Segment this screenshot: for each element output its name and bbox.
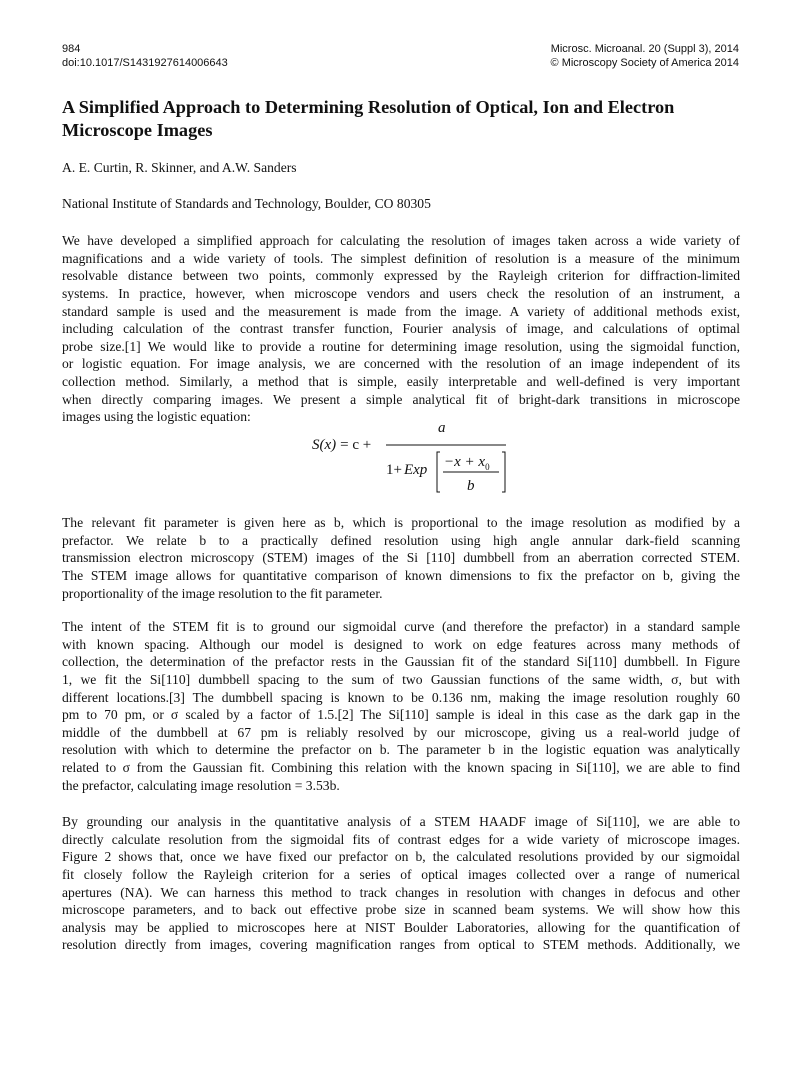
affiliation: National Institute of Standards and Technology, Boulder, CO 80305 xyxy=(62,196,431,211)
logistic-equation xyxy=(310,402,530,502)
eq-inner-numerator-group xyxy=(444,454,490,472)
text-line: fit closely follow the Rayleigh criterion for a series of optical images collected over a range of numerical xyxy=(62,866,740,882)
eq-denominator-prefix xyxy=(386,462,428,478)
eq-equals: = c + xyxy=(340,437,372,453)
text-line: analysis may be applied to microscopes here at NIST Boulder Laboratories, allowing for the quantification of xyxy=(62,919,740,935)
text-line: or logistic equation. For image analysis, we are concerned with the resolution of an image independent of its xyxy=(62,356,740,372)
text-line: resolution with which to determine the prefactor on b. The parameter b in the logistic equation was analytically xyxy=(62,742,740,758)
text-line: Figure 2 shows that, once we have fixed our prefactor on b, the calculated resolutions provided by our sigmoidal xyxy=(62,849,740,865)
eq-inner-subscript: 0 xyxy=(485,462,490,472)
text-line: images using the logistic equation: xyxy=(62,409,251,425)
text-line: magnifications and a wide variety of tools. The simplest definition of resolution is a measure of the minimum xyxy=(62,250,740,266)
text-line: the prefactor, calculating image resolution = 3.53b. xyxy=(62,777,340,793)
text-line: resolvable distance between two points, commonly expressed by the Rayleigh criterion for diffraction-limited xyxy=(62,268,740,284)
text-line: We have developed a simplified approach for calculating the resolution of images taken across a wide variety of xyxy=(62,233,740,248)
title-line: Microscope Images xyxy=(62,120,213,140)
text-line: collection, the determination of the prefactor rests in the Gaussian fit of the standard Si[110] dumbbell. In Figure xyxy=(62,654,740,670)
copyright: © Microscopy Society of America 2014 xyxy=(550,57,739,69)
text-line: systems. In practice, however, when microscope vendors and users check the resolution of an instrument, a xyxy=(62,285,740,301)
text-line: probe size.[1] We would like to provide a routine for determining image resolution, using the sigmoidal function, xyxy=(62,338,740,354)
text-line: The STEM image allows for quantitative comparison of known dimensions to fix the prefactor on b, giving the xyxy=(62,567,740,583)
text-line: By grounding our analysis in the quantitative analysis of a STEM HAADF image of Si[110], we are able to xyxy=(62,814,740,829)
doi: doi:10.1017/S1431927614006643 xyxy=(62,57,228,69)
paper-title xyxy=(62,96,752,142)
text-line: different locations.[3] The dumbbell spacing is known to be 0.136 nm, making the image resolution roughly 60 xyxy=(62,689,740,705)
text-line: proportionality of the image resolution to the fit parameter. xyxy=(62,585,383,601)
eq-lhs: S(x) xyxy=(312,437,337,453)
eq-one-plus: 1+ xyxy=(386,462,402,478)
text-line: apertures (NA). We can harness this method to track changes in resolution with changes in defocus and other xyxy=(62,884,740,900)
text-line: when directly comparing images. We present a simple analytical fit of bright-dark transitions in microscope xyxy=(62,391,740,407)
text-line: pm to 70 pm, or σ scaled by a factor of 1.5.[2] The Si[110] sample is ideal in this case as the dark gap in the xyxy=(62,707,740,723)
paragraph-2 xyxy=(62,514,740,602)
authors: A. E. Curtin, R. Skinner, and A.W. Sanders xyxy=(62,160,297,175)
text-line: transmission electron microscopy (STEM) images of the Si [110] dumbbell from an aberration corrected STEM. xyxy=(62,550,740,566)
eq-inner-numerator: −x + x xyxy=(444,454,486,470)
text-line: prefactor. We relate b to a practically defined resolution using high angle annular dark-field scanning xyxy=(62,532,740,548)
header-right xyxy=(551,42,739,70)
text-line: related to σ from the Gaussian fit. Combining this relation with the known spacing in Si[110], we are able to find xyxy=(62,760,740,776)
journal-citation: Microsc. Microanal. 20 (Suppl 3), 2014 xyxy=(550,43,739,55)
text-line: including calculation of the contrast transfer function, Fourier analysis of image, and calculations of optimal xyxy=(62,321,740,337)
text-line: with known spacing. Although our model is designed to work on edge features across many methods of xyxy=(62,636,740,652)
eq-left-bracket xyxy=(437,452,440,492)
paragraph-3 xyxy=(62,618,740,794)
text-line: directly calculate resolution from the sigmoidal fits of contrast edges for a wide variety of microscope images. xyxy=(62,831,740,847)
eq-numerator: a xyxy=(438,420,446,436)
eq-exp: Exp xyxy=(403,462,428,478)
paragraph-1 xyxy=(62,232,740,426)
page-number: 984 xyxy=(62,43,81,55)
title-line: A Simplified Approach to Determining Resolution of Optical, Ion and Electron xyxy=(62,97,675,117)
text-line: The intent of the STEM fit is to ground our sigmoidal curve (and therefore the prefactor) in a standard sample xyxy=(62,619,740,634)
paragraph-4 xyxy=(62,813,740,954)
text-line: standard sample is used and the measurement is made from the image. A variety of additional methods exist, xyxy=(62,303,740,319)
text-line: 1, we fit the Si[110] dumbbell spacing to the sum of two Gaussian functions of the same width, σ, but with xyxy=(62,671,740,687)
text-line: microscope parameters, and to back out effective probe size in scanned beam systems. We will show how this xyxy=(62,902,740,918)
text-line: collection method. Similarly, a method that is simple, easily interpretable and well-defined is very important xyxy=(62,374,740,390)
header-left xyxy=(62,42,228,70)
eq-left-side xyxy=(312,437,371,453)
eq-inner-denominator: b xyxy=(467,478,475,494)
eq-right-bracket xyxy=(502,452,505,492)
text-line: The relevant fit parameter is given here as b, which is proportional to the image resolution as modified by a xyxy=(62,515,740,530)
text-line: resolution directly from images, covering magnification ranges from optical to STEM methods. Additionally, we xyxy=(62,937,740,953)
text-line: middle of the dumbbell at 67 pm is reliably resolved by our microscope, giving us a real-world judge of xyxy=(62,724,740,740)
